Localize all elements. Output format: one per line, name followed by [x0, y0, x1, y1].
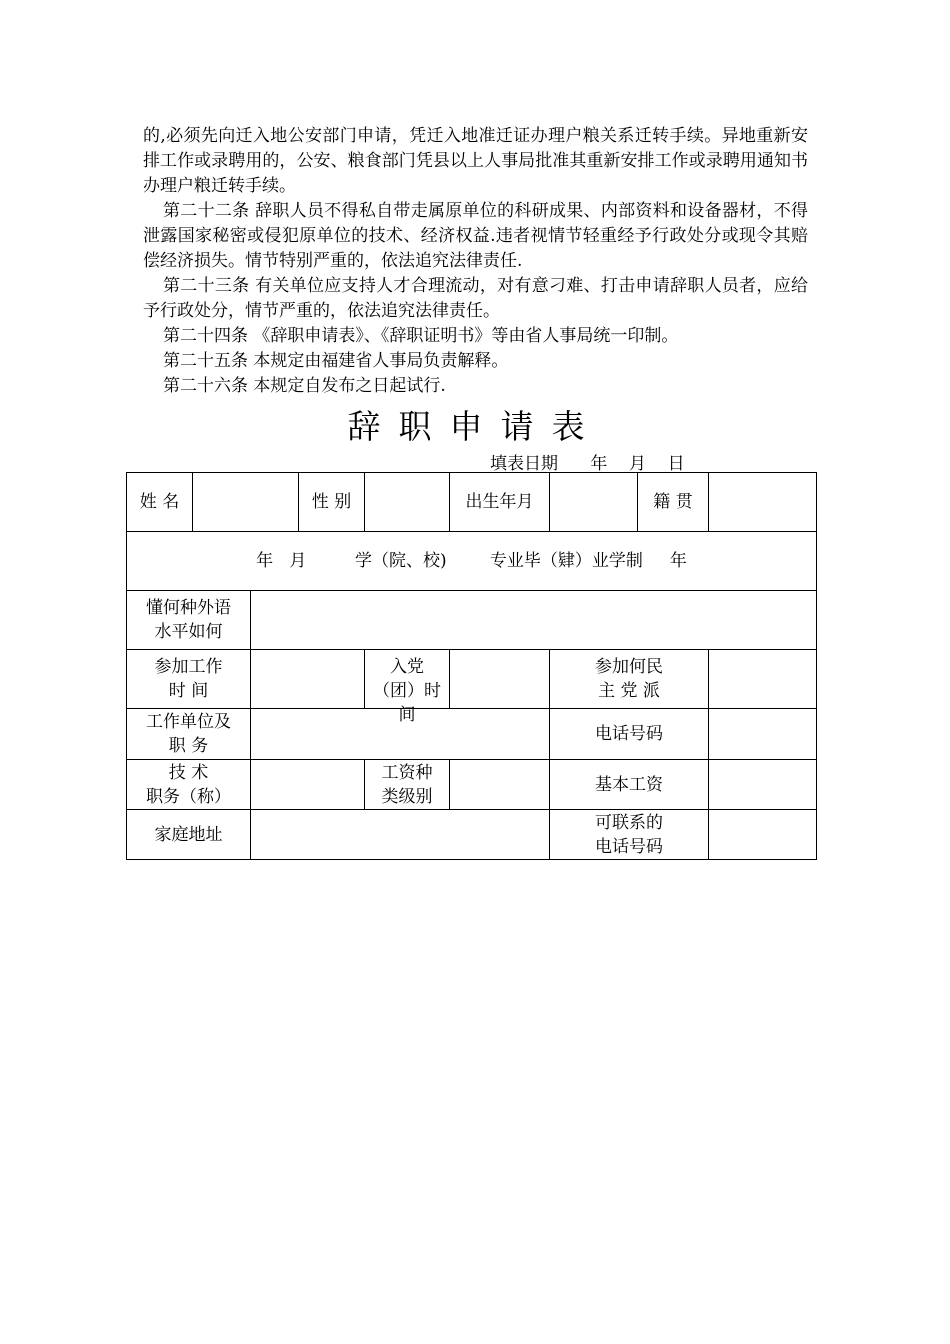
phone-field[interactable] [709, 709, 817, 760]
paragraph-continued: 的,必须先向迁入地公安部门申请，凭迁入地准迁证办理户粮关系迁转手续。异地重新安排工作或录聘用的，公安、粮食部门凭县以上人事局批准其重新安排工作或录聘用通知书办理户粮迁转手续。 [143, 126, 808, 196]
tech-title-label-line2: 职务（称） [146, 786, 231, 807]
phone-label: 电话号码 [550, 709, 709, 760]
article-24: 第二十四条 《辞职申请表》、《辞职证明书》等由省人事局统一印制。 [163, 326, 679, 346]
contact-phone-label-line2: 电话号码 [595, 836, 663, 857]
join-work-label-line2: 时 间 [168, 681, 209, 701]
join-work-label-line1: 参加工作 [154, 657, 223, 677]
name-label: 姓 名 [127, 473, 193, 532]
row-address [127, 810, 817, 860]
form-title: 辞职申请表 [347, 407, 603, 446]
birth-label: 出生年月 [450, 473, 550, 532]
address-field[interactable] [251, 810, 550, 860]
row-title-salary [127, 760, 817, 810]
salary-grade-field[interactable] [450, 760, 550, 810]
work-unit-label [127, 709, 251, 760]
democratic-party-label-line1: 参加何民 [595, 657, 663, 677]
democratic-party-label [550, 650, 709, 709]
native-place-field[interactable] [709, 473, 817, 532]
join-party-label-line3: 间 [398, 705, 416, 725]
contact-phone-label [550, 810, 709, 860]
education-line[interactable]: 年 月 学（院、校) 专业毕（肄）业学制 年 [127, 532, 817, 591]
join-party-label-line2: （团）时 [373, 681, 441, 701]
language-field[interactable] [251, 591, 817, 650]
democratic-party-label-line2: 主 党 派 [598, 681, 660, 701]
row-work-unit [127, 709, 817, 760]
join-party-label [365, 650, 450, 725]
base-salary-label: 基本工资 [550, 760, 709, 810]
work-unit-label-line1: 工作单位及 [146, 712, 231, 732]
article-22: 第二十二条 辞职人员不得私自带走属原单位的科研成果、内部资料和设备器材，不得泄露国家秘密或侵犯原单位的技术、经济权益.违者视情节轻重经予行政处分或现令其赔偿经济损失。情节特别严重的，依法追究法律责任. [143, 201, 808, 271]
row-join-dates [127, 650, 817, 709]
language-label [127, 591, 251, 650]
address-label: 家庭地址 [127, 810, 251, 860]
language-label-line1: 懂何种外语 [146, 598, 231, 618]
row-basic-info [127, 473, 817, 532]
salary-grade-label [365, 760, 450, 810]
row-language [127, 591, 817, 650]
name-field[interactable] [193, 473, 299, 532]
resignation-form-table [126, 472, 817, 860]
salary-grade-label-line1: 工资种 [381, 762, 433, 783]
birth-field[interactable] [550, 473, 638, 532]
work-unit-label-line2: 职 务 [168, 736, 209, 756]
article-23: 第二十三条 有关单位应支持人才合理流动，对有意刁难、打击申请辞职人员者，应给予行政处分，情节严重的，依法追究法律责任。 [143, 276, 808, 321]
row-education [127, 532, 817, 591]
article-26: 第二十六条 本规定自发布之日起试行. [163, 376, 446, 396]
tech-title-field[interactable] [251, 760, 365, 810]
article-25: 第二十五条 本规定由福建省人事局负责解释。 [163, 351, 509, 371]
join-work-label [127, 650, 251, 709]
tech-title-label-line1: 技 术 [168, 762, 209, 783]
language-label-line2: 水平如何 [154, 622, 223, 642]
tech-title-label [127, 760, 251, 810]
native-place-label: 籍 贯 [638, 473, 709, 532]
base-salary-field[interactable] [709, 760, 817, 810]
democratic-party-field[interactable] [709, 650, 817, 709]
join-work-field[interactable] [251, 650, 365, 709]
contact-phone-label-line1: 可联系的 [595, 812, 663, 833]
salary-grade-label-line2: 类级别 [381, 786, 433, 807]
gender-label: 性 别 [299, 473, 365, 532]
fill-date: 填表日期 年 月 日 [490, 454, 685, 474]
join-party-field[interactable] [450, 650, 550, 709]
join-party-label-line1: 入党 [390, 657, 424, 677]
gender-field[interactable] [365, 473, 450, 532]
contact-phone-field[interactable] [709, 810, 817, 860]
